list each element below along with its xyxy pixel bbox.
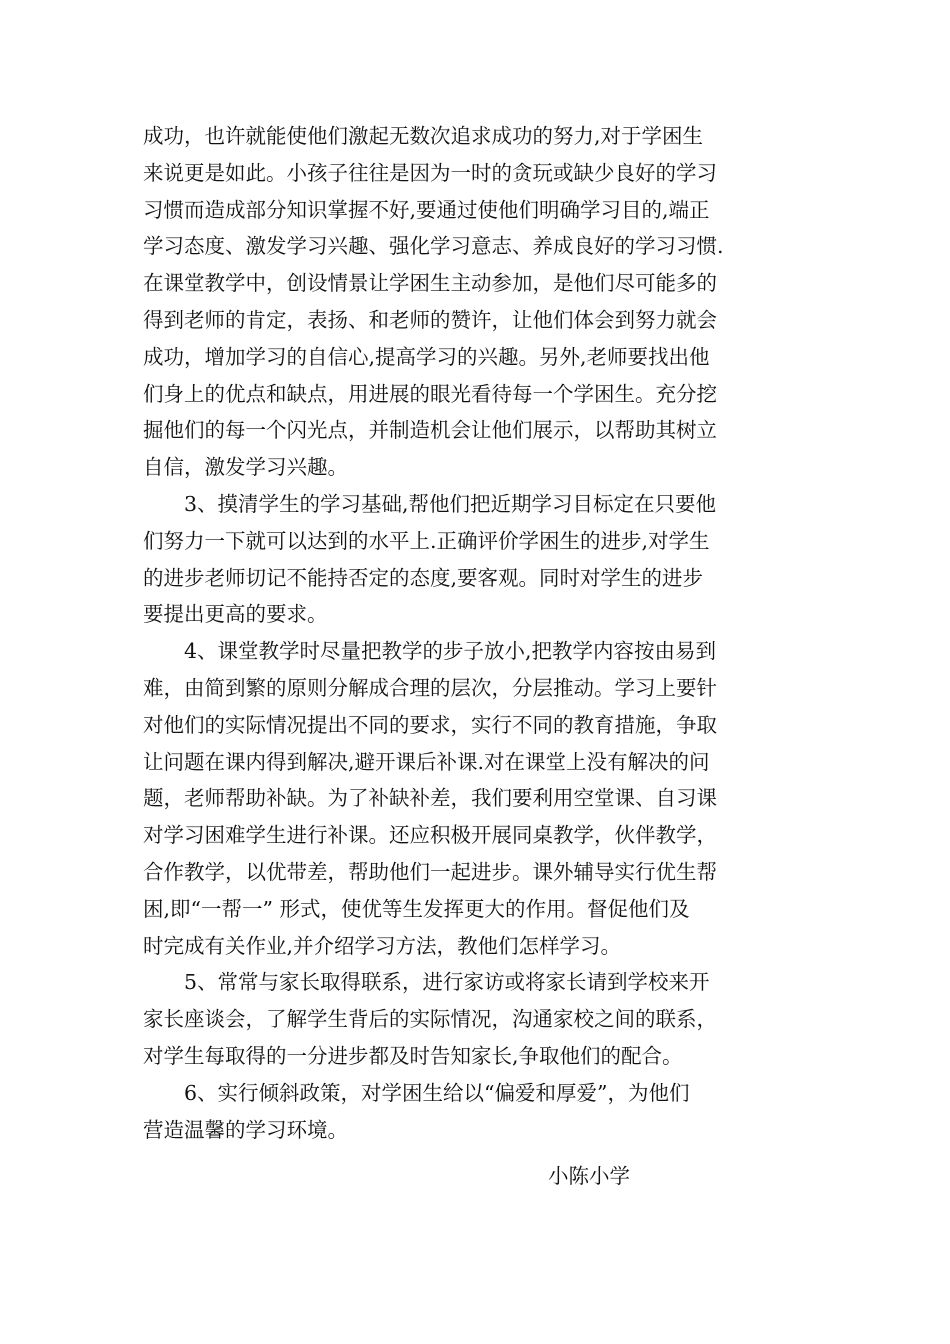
text-line: 对他们的实际情况提出不同的要求，实行不同的教育措施，争取 [143,712,717,737]
text-line: 难，由简到繁的原则分解成合理的层次，分层推动。学习上要针 [143,675,717,700]
body-text [143,118,783,1148]
text-line: 对学生每取得的一分进步都及时告知家长,争取他们的配合。 [143,1043,683,1068]
text-line: 得到老师的肯定，表扬、和老师的赞许，让他们体会到努力就会 [143,307,717,332]
text-line: 让问题在课内得到解决,避开课后补课.对在课堂上没有解决的问 [143,749,710,774]
text-line: 家长座谈会，了解学生背后的实际情况，沟通家校之间的联系， [143,1007,717,1032]
text-line: 学习态度、激发学习兴趣、强化学习意志、养成良好的学习习惯. [143,234,724,259]
text-line: 成功，也许就能使他们激起无数次追求成功的努力,对于学困生 [143,124,704,148]
text-line: 习惯而造成部分知识掌握不好,要通过使他们明确学习目的,端正 [143,197,710,222]
text-line: 营造温馨的学习环境。 [143,1117,348,1142]
text-line: 时完成有关作业,并介绍学习方法，教他们怎样学习。 [143,933,622,958]
text-line: 掘他们的每一个闪光点，并制造机会让他们展示，以帮助其树立 [143,418,717,443]
text-line: 5、常常与家长取得联系，进行家访或将家长请到学校来开 [143,970,710,995]
text-line: 合作教学，以优带差，帮助他们一起进步。课外辅导实行优生帮 [143,859,717,884]
text-line: 6、实行倾斜政策，对学困生给以“偏爱和厚爱”，为他们 [143,1080,690,1105]
text-line: 成功，增加学习的自信心,提高学习的兴趣。另外,老师要找出他 [143,344,710,369]
text-line: 4、课堂教学时尽量把教学的步子放小,把教学内容按由易到 [143,639,717,664]
text-line: 困,即“一帮一” 形式，使优等生发挥更大的作用。督促他们及 [143,896,690,921]
text-line: 要提出更高的要求。 [143,602,328,627]
text-line: 题，老师帮助补缺。为了补缺补差，我们要利用空堂课、自习课 [143,786,717,811]
text-line: 自信，激发学习兴趣。 [143,455,348,480]
text-line: 的进步老师切记不能持否定的态度,要客观。同时对学生的进步 [143,565,704,590]
text-line: 3、摸清学生的学习基础,帮他们把近期学习目标定在只要他 [143,491,717,516]
signature-school-name: 小陈小学 [548,1164,630,1188]
text-line: 对学习困难学生进行补课。还应积极开展同桌教学，伙伴教学， [143,823,717,848]
text-line: 们努力一下就可以达到的水平上.正确评价学困生的进步,对学生 [143,528,710,553]
text-line: 来说更是如此。小孩子往往是因为一时的贪玩或缺少良好的学习 [143,160,717,185]
text-line: 在课堂教学中，创设情景让学困生主动参加，是他们尽可能多的 [143,271,717,296]
text-line: 们身上的优点和缺点，用进展的眼光看待每一个学困生。充分挖 [143,381,717,406]
